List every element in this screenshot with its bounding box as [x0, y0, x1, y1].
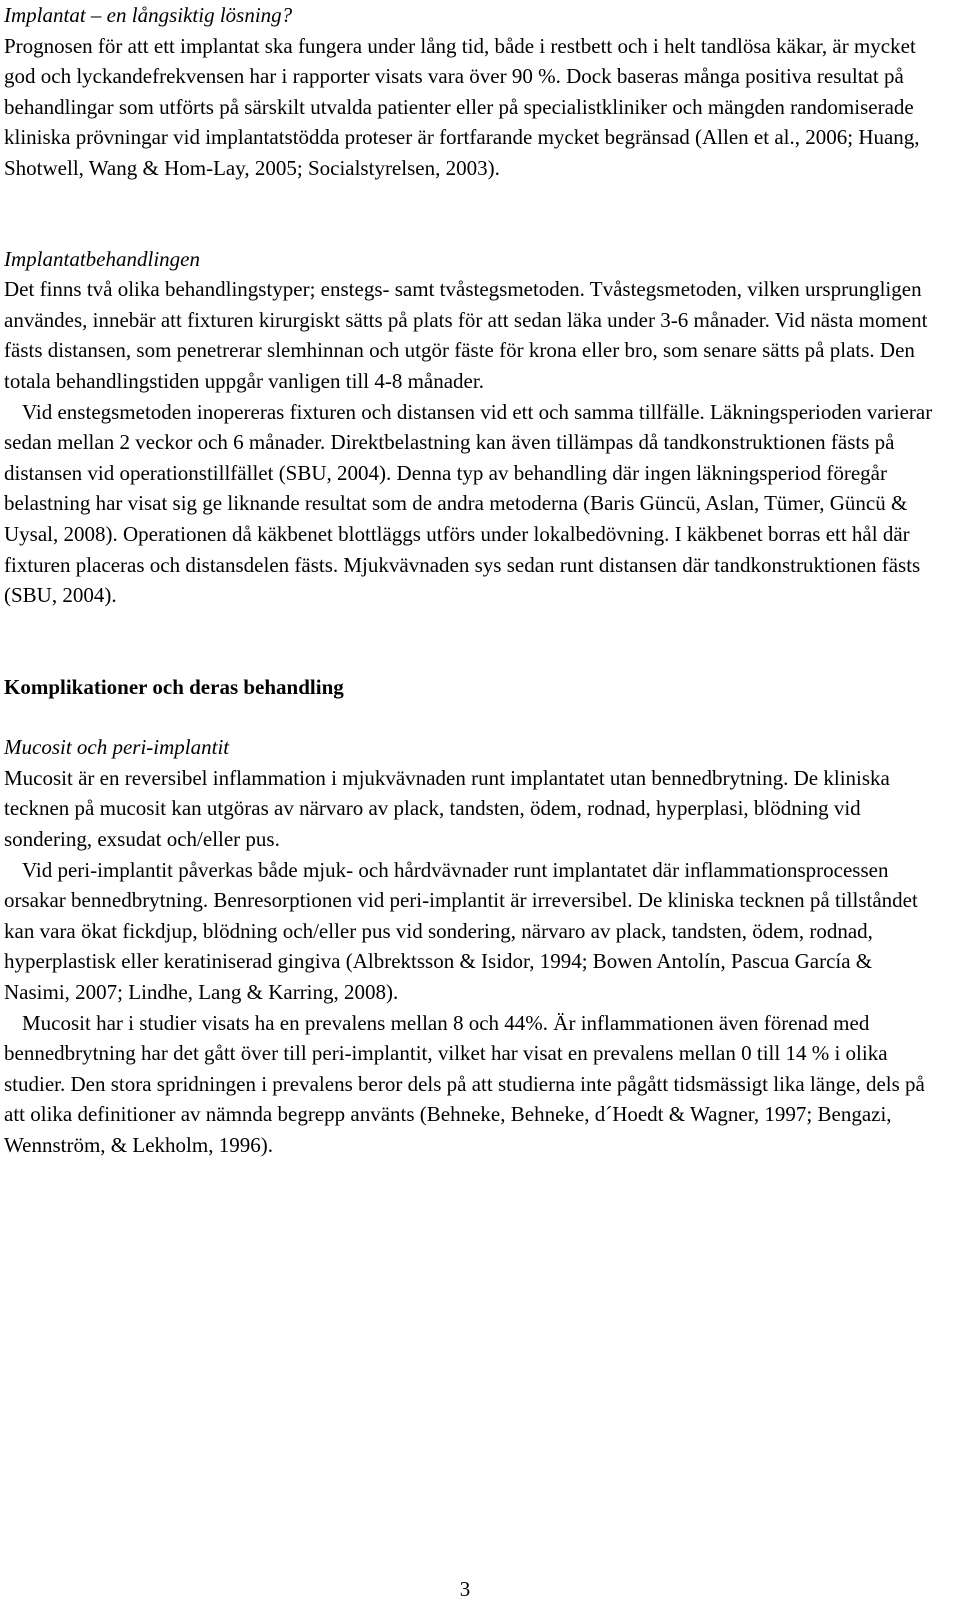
paragraph: Mucosit är en reversibel inflammation i mjukvävnaden runt implantatet utan bennedbrytning. De kliniska tecknen på mucosit kan utgöras av närvaro av plack, tandsten, ödem, rodnad, hyperplasi, blödning vid sondering, exsudat och/eller pus. [4, 765, 890, 852]
spacer [4, 702, 934, 732]
subsection-title: Mucosit och peri-implantit [4, 735, 230, 760]
page-number: 3 [459, 1577, 471, 1601]
paragraph: Vid enstegsmetoden inopereras fixturen och distansen vid ett och samma tillfälle. Läkningsperioden varierar sedan mellan 2 veckor och 6 månader. Direktbelastning kan även tillämpas då tandkonstruktionen fästs på distansen vid operationstillfället (SBU, 2004). Denna typ av behandling där ingen läkningsperiod föregår belastning har visat sig ge liknande resultat som de andra metoderna (Baris Güncü, Aslan, Tümer, Güncü & Uysal, 2008). Operationen då käkbenet blottläggs utförs under lokalbedövning. I käkbenet borras ett hål där fixturen placeras och distansdelen fästs. Mjukvävnaden sys sedan runt distansen där tandkonstruktionen fästs (SBU, 2004). [4, 399, 933, 608]
section-implant-treatment [4, 244, 934, 611]
subsection-title: Implantatbehandlingen [4, 246, 200, 271]
section-implant-longterm [4, 0, 934, 184]
paragraph: Prognosen för att ett implantat ska fungera under lång tid, både i restbett och i helt tandlösa käkar, är mycket god och lyckandefrekvensen har i rapporter visats vara över 90 %. Dock baseras många positiva resultat på behandlingar som utförts på särskilt utvalda patienter eller på specialistkliniker och mängden randomiserade kliniska prövningar vid implantatstödda proteser är fortfarande mycket begränsad (Allen et al., 2006; Huang, Shotwell, Wang & Hom-Lay, 2005; Socialstyrelsen, 2003). [4, 33, 920, 180]
document-page [4, 0, 934, 1161]
paragraph: Det finns två olika behandlingstyper; enstegs- samt tvåstegsmetoden. Tvåstegsmetoden, vilken ursprungligen användes, innebär att fixturen kirurgiskt sätts på plats för att sedan läka under 3-6 månader. Vid nästa moment fästs distansen, som penetrerar slemhinnan och utgör fäste för krona eller bro, som senare sätts på plats. Den totala behandlingstiden uppgår vanligen till 4-8 månader. [4, 277, 928, 393]
paragraph: Mucosit har i studier visats ha en prevalens mellan 8 och 44%. Är inflammationen även förenad med bennedbrytning har det gått över till peri-implantit, vilket har visat en prevalens mellan 0 till 14 % i olika studier. Den stora spridningen i prevalens beror dels på att studierna inte pågått tidsmässigt lika länge, dels på att olika definitioner av nämnda begrepp använts (Behneke, Behneke, d´Hoedt & Wagner, 1997; Bengazi, Wennström, & Lekholm, 1996). [4, 1010, 925, 1157]
section-heading: Komplikationer och deras behandling [4, 674, 344, 699]
spacer [4, 184, 934, 244]
paragraph: Vid peri-implantit påverkas både mjuk- och hårdvävnader runt implantatet där inflammationsprocessen orsakar bennedbrytning. Benresorptionen vid peri-implantit är irreversibel. De kliniska tecknen på tillståndet kan vara ökat fickdjup, blödning och/eller pus vid sondering, närvaro av plack, tandsten, ödem, rodnad, hyperplastisk eller keratiniserad gingiva (Albrektsson & Isidor, 1994; Bowen Antolín, Pascua García & Nasimi, 2007; Lindhe, Lang & Karring, 2008). [4, 857, 918, 1005]
section-complications [4, 672, 934, 1161]
spacer [4, 611, 934, 672]
subsection-title: Implantat – en långsiktig lösning? [4, 3, 293, 27]
